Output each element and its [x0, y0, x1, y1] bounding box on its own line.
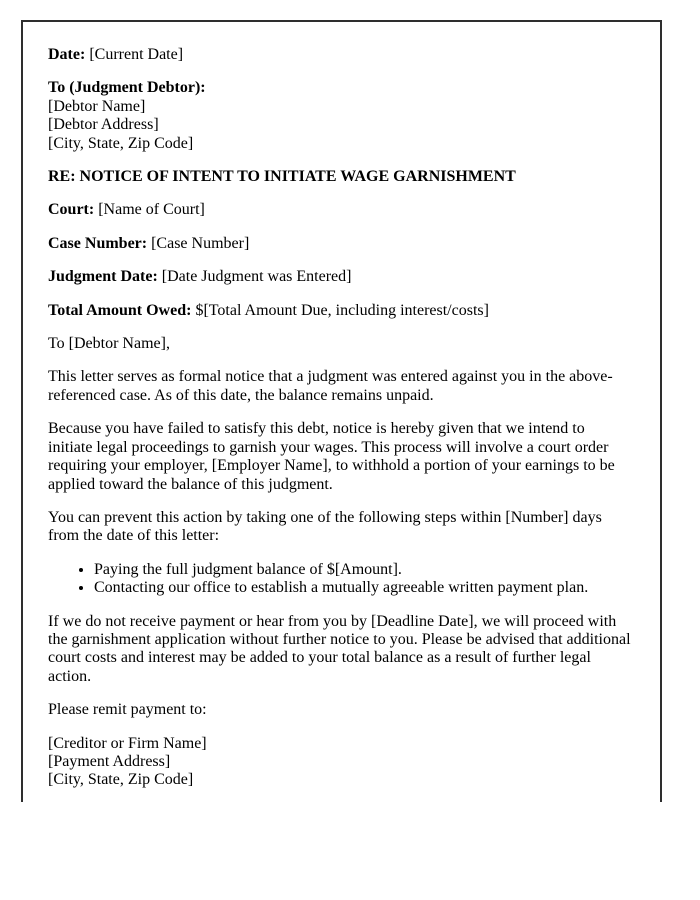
- paragraph-line: action.: [48, 667, 92, 685]
- salutation: To [Debtor Name],: [48, 335, 170, 353]
- recipient-label: To (Judgment Debtor):: [48, 79, 206, 97]
- court-value: [Name of Court]: [98, 201, 205, 219]
- paragraph-line: initiate legal proceedings to garnish your wages. This process will involve a court order: [48, 438, 609, 456]
- paragraph-notice: [48, 368, 635, 405]
- remit-intro: Please remit payment to:: [48, 701, 207, 719]
- remit-line: [City, State, Zip Code]: [48, 771, 194, 789]
- paragraph-line: the garnishment application without further notice to you. Please be advised that additional: [48, 630, 631, 648]
- court-label: Court:: [48, 201, 95, 219]
- paragraph-line: requiring your employer, [Employer Name], to withhold a portion of your earnings to be: [48, 457, 615, 475]
- judgment-date-row: [48, 268, 635, 286]
- paragraph-line: If we do not receive payment or hear from you by [Deadline Date], we will proceed with: [48, 612, 617, 630]
- date-value: [Current Date]: [89, 46, 184, 63]
- prevention-options-list: [48, 561, 635, 598]
- paragraph-line: court costs and interest may be added to your total balance as a result of further legal: [48, 649, 591, 667]
- judgment-date-label: Judgment Date:: [48, 268, 158, 286]
- list-item: • Paying the full judgment balance of $[Amount].: [94, 561, 635, 579]
- paragraph-line: Because you have failed to satisfy this debt, notice is hereby given that we intend to: [48, 420, 585, 438]
- paragraph-line: You can prevent this action by taking one of the following steps within [Number] days: [48, 508, 602, 526]
- paragraph-line: This letter serves as formal notice that a judgment was entered against you in the above-: [48, 368, 613, 386]
- paragraph-garnish-intent: [48, 420, 635, 494]
- total-owed-row: [48, 302, 635, 320]
- subject-line: RE: NOTICE OF INTENT TO INITIATE WAGE GARNISHMENT: [48, 168, 516, 186]
- letter-page: [21, 20, 662, 802]
- total-owed-value: $[Total Amount Due, including interest/costs]: [195, 301, 489, 319]
- list-item: • Contacting our office to establish a mutually agreeable written payment plan.: [94, 579, 635, 597]
- recipient-line: [Debtor Name]: [48, 97, 146, 115]
- judgment-date-value: [Date Judgment was Entered]: [161, 268, 352, 286]
- remit-line: [Creditor or Firm Name]: [48, 734, 207, 752]
- date-label: Date:: [48, 46, 86, 63]
- paragraph-line: from the date of this letter:: [48, 527, 220, 545]
- remit-address-block: [48, 735, 635, 790]
- paragraph-prevent: [48, 509, 635, 546]
- paragraph-line: applied toward the balance of this judgment.: [48, 475, 333, 493]
- recipient-line: [City, State, Zip Code]: [48, 134, 194, 152]
- recipient-block: [48, 79, 635, 153]
- remit-line: [Payment Address]: [48, 752, 171, 770]
- total-owed-label: Total Amount Owed:: [48, 301, 192, 319]
- paragraph-deadline: [48, 613, 635, 687]
- court-row: [48, 201, 635, 219]
- recipient-line: [Debtor Address]: [48, 116, 159, 134]
- case-number-label: Case Number:: [48, 234, 148, 252]
- case-number-value: [Case Number]: [151, 234, 250, 252]
- case-number-row: [48, 235, 635, 253]
- paragraph-line: referenced case. As of this date, the balance remains unpaid.: [48, 386, 434, 404]
- date-row: [48, 46, 635, 64]
